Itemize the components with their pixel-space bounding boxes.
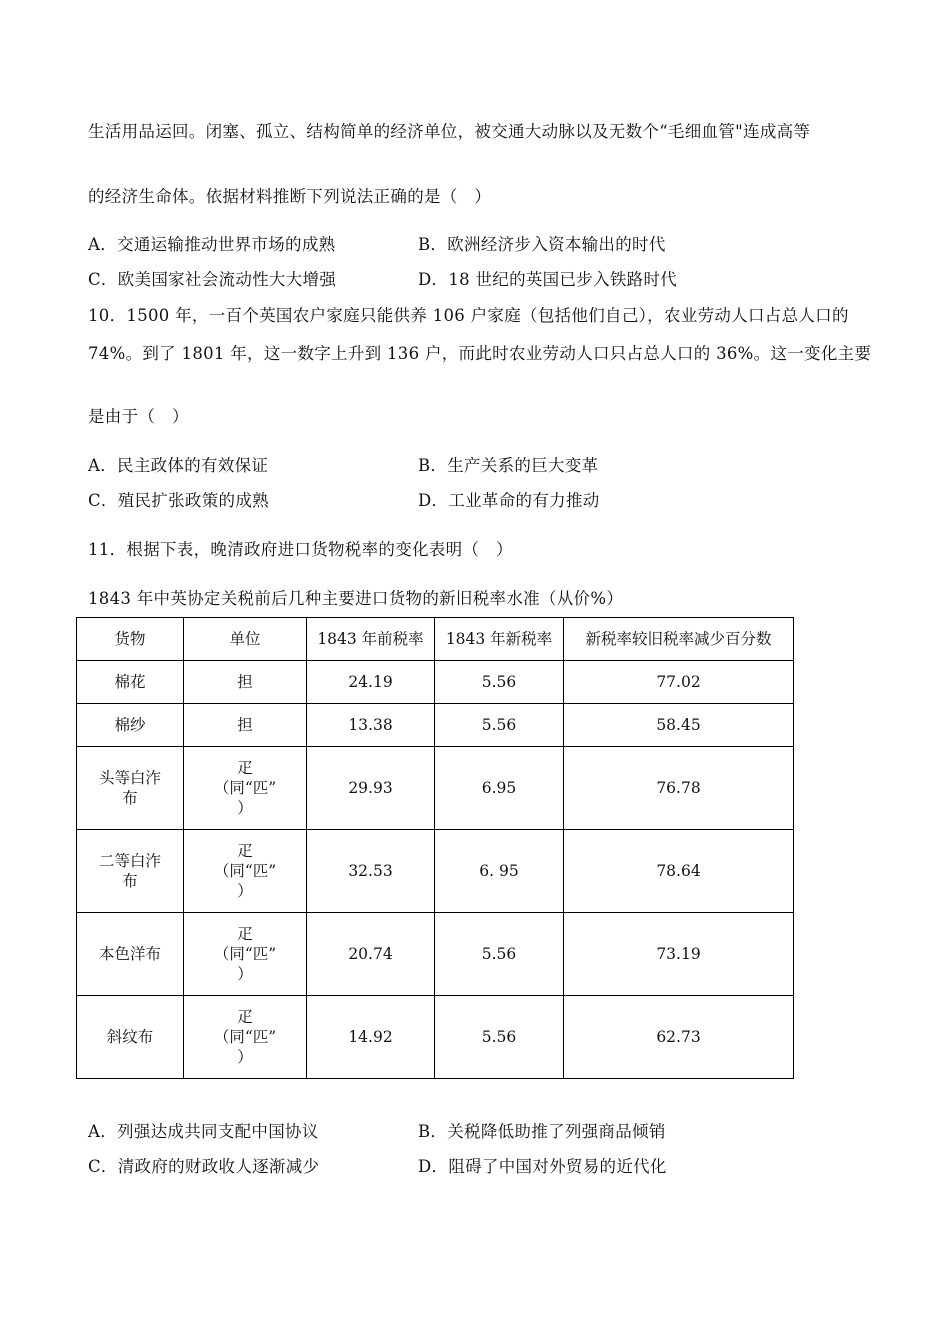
table-row: [77, 661, 794, 704]
table-row: [77, 996, 794, 1079]
old-rate-cell: 13.38: [307, 704, 435, 747]
reduction-cell: 77.02: [564, 661, 794, 704]
reduction-cell: 73.19: [564, 913, 794, 996]
reduction-cell: 58.45: [564, 704, 794, 747]
unit-line: ）: [237, 882, 253, 900]
goods-name-line: 二等白泎: [98, 852, 161, 870]
goods-cell: [77, 913, 184, 996]
goods-cell: [77, 661, 184, 704]
table-caption: 1843 年中英协定关税前后几种主要进口货物的新旧税率水准（从价%）: [88, 589, 624, 608]
q10-option-d: D．工业革命的有力推动: [418, 491, 600, 510]
goods-cell: [77, 830, 184, 913]
q9-option-a: A．交通运输推动世界市场的成熟: [88, 235, 336, 254]
header-new-rate: 1843 年新税率: [435, 618, 564, 661]
unit-line: 疋: [237, 842, 253, 860]
unit-line: ）: [237, 1048, 253, 1066]
q9-option-b: B．欧洲经济步入资本输出的时代: [418, 235, 666, 254]
unit-line: （同“匹”: [213, 779, 277, 797]
unit-line: ）: [237, 799, 253, 817]
new-rate-cell: 5.56: [435, 661, 564, 704]
unit-line: ）: [237, 965, 253, 983]
table-row: [77, 747, 794, 830]
q9-text-line-1: 生活用品运回。闭塞、孤立、结构简单的经济单位，被交通大动脉以及无数个“毛细血管"连成高等: [88, 122, 811, 141]
goods-cell: [77, 996, 184, 1079]
unit-cell: [184, 830, 307, 913]
unit-cell: [184, 996, 307, 1079]
header-reduction: 新税率较旧税率减少百分数: [564, 618, 794, 661]
q10-text-line-3: 是由于（ ）: [88, 407, 189, 426]
unit-line: 疋: [237, 925, 253, 943]
goods-name-line: 斜纹布: [106, 1028, 154, 1046]
reduction-cell: 76.78: [564, 747, 794, 830]
unit-name: 担: [237, 673, 253, 691]
old-rate-cell: 20.74: [307, 913, 435, 996]
old-rate-cell: 14.92: [307, 996, 435, 1079]
q11-option-d: D．阻碍了中国对外贸易的近代化: [418, 1157, 667, 1176]
q10-option-a: A．民主政体的有效保证: [88, 456, 269, 475]
q9-text-line-2: 的经济生命体。依据材料推断下列说法正确的是（ ）: [88, 187, 492, 206]
tax-rate-table: [76, 617, 794, 1079]
q10-option-c: C．殖民扩张政策的成熟: [88, 491, 269, 510]
goods-name-line: 布: [122, 872, 138, 890]
table-row: [77, 913, 794, 996]
unit-cell: [184, 913, 307, 996]
unit-line: （同“匹”: [213, 1028, 277, 1046]
goods-cell: [77, 704, 184, 747]
new-rate-cell: 5.56: [435, 704, 564, 747]
q11-option-b: B．关税降低助推了列强商品倾销: [418, 1122, 666, 1141]
old-rate-cell: 29.93: [307, 747, 435, 830]
unit-line: （同“匹”: [213, 862, 277, 880]
table-row: [77, 704, 794, 747]
goods-cell: [77, 747, 184, 830]
reduction-cell: 62.73: [564, 996, 794, 1079]
q11-option-c: C．清政府的财政收人逐渐减少: [88, 1157, 320, 1176]
new-rate-cell: 5.56: [435, 913, 564, 996]
q11-option-a: A．列强达成共同支配中国协议: [88, 1122, 319, 1141]
header-goods: 货物: [77, 618, 184, 661]
q10-text-line-2: 74%。到了 1801 年，这一数字上升到 136 户，而此时农业劳动人口只占总人口的 36%。这一变化主要: [88, 344, 872, 363]
header-old-rate: 1843 年前税率: [307, 618, 435, 661]
reduction-cell: 78.64: [564, 830, 794, 913]
unit-line: 疋: [237, 1008, 253, 1026]
goods-name: 棉花: [114, 673, 146, 691]
new-rate-cell: 6. 95: [435, 830, 564, 913]
goods-name: 棉纱: [114, 716, 146, 734]
old-rate-cell: 32.53: [307, 830, 435, 913]
goods-name-line: 本色洋布: [98, 945, 161, 963]
goods-name-line: 头等白泎: [98, 769, 161, 787]
unit-line: （同“匹”: [213, 945, 277, 963]
new-rate-cell: 6.95: [435, 747, 564, 830]
q9-option-d: D．18 世纪的英国已步入铁路时代: [418, 270, 678, 289]
q11-stem: 11．根据下表，晚清政府进口货物税率的变化表明（ ）: [88, 540, 513, 559]
unit-cell: [184, 661, 307, 704]
q10-text-line-1: 10．1500 年，一百个英国农户家庭只能供养 106 户家庭（包括他们自己），农业劳动人口占总人口的: [88, 306, 849, 325]
table-row: [77, 830, 794, 913]
table-header-row: [77, 618, 794, 661]
goods-name-line: 布: [122, 789, 138, 807]
old-rate-cell: 24.19: [307, 661, 435, 704]
unit-name: 担: [237, 716, 253, 734]
unit-cell: [184, 704, 307, 747]
new-rate-cell: 5.56: [435, 996, 564, 1079]
q9-option-c: C．欧美国家社会流动性大大增强: [88, 270, 337, 289]
header-unit: 单位: [184, 618, 307, 661]
q10-option-b: B．生产关系的巨大变革: [418, 456, 599, 475]
unit-line: 疋: [237, 759, 253, 777]
unit-cell: [184, 747, 307, 830]
